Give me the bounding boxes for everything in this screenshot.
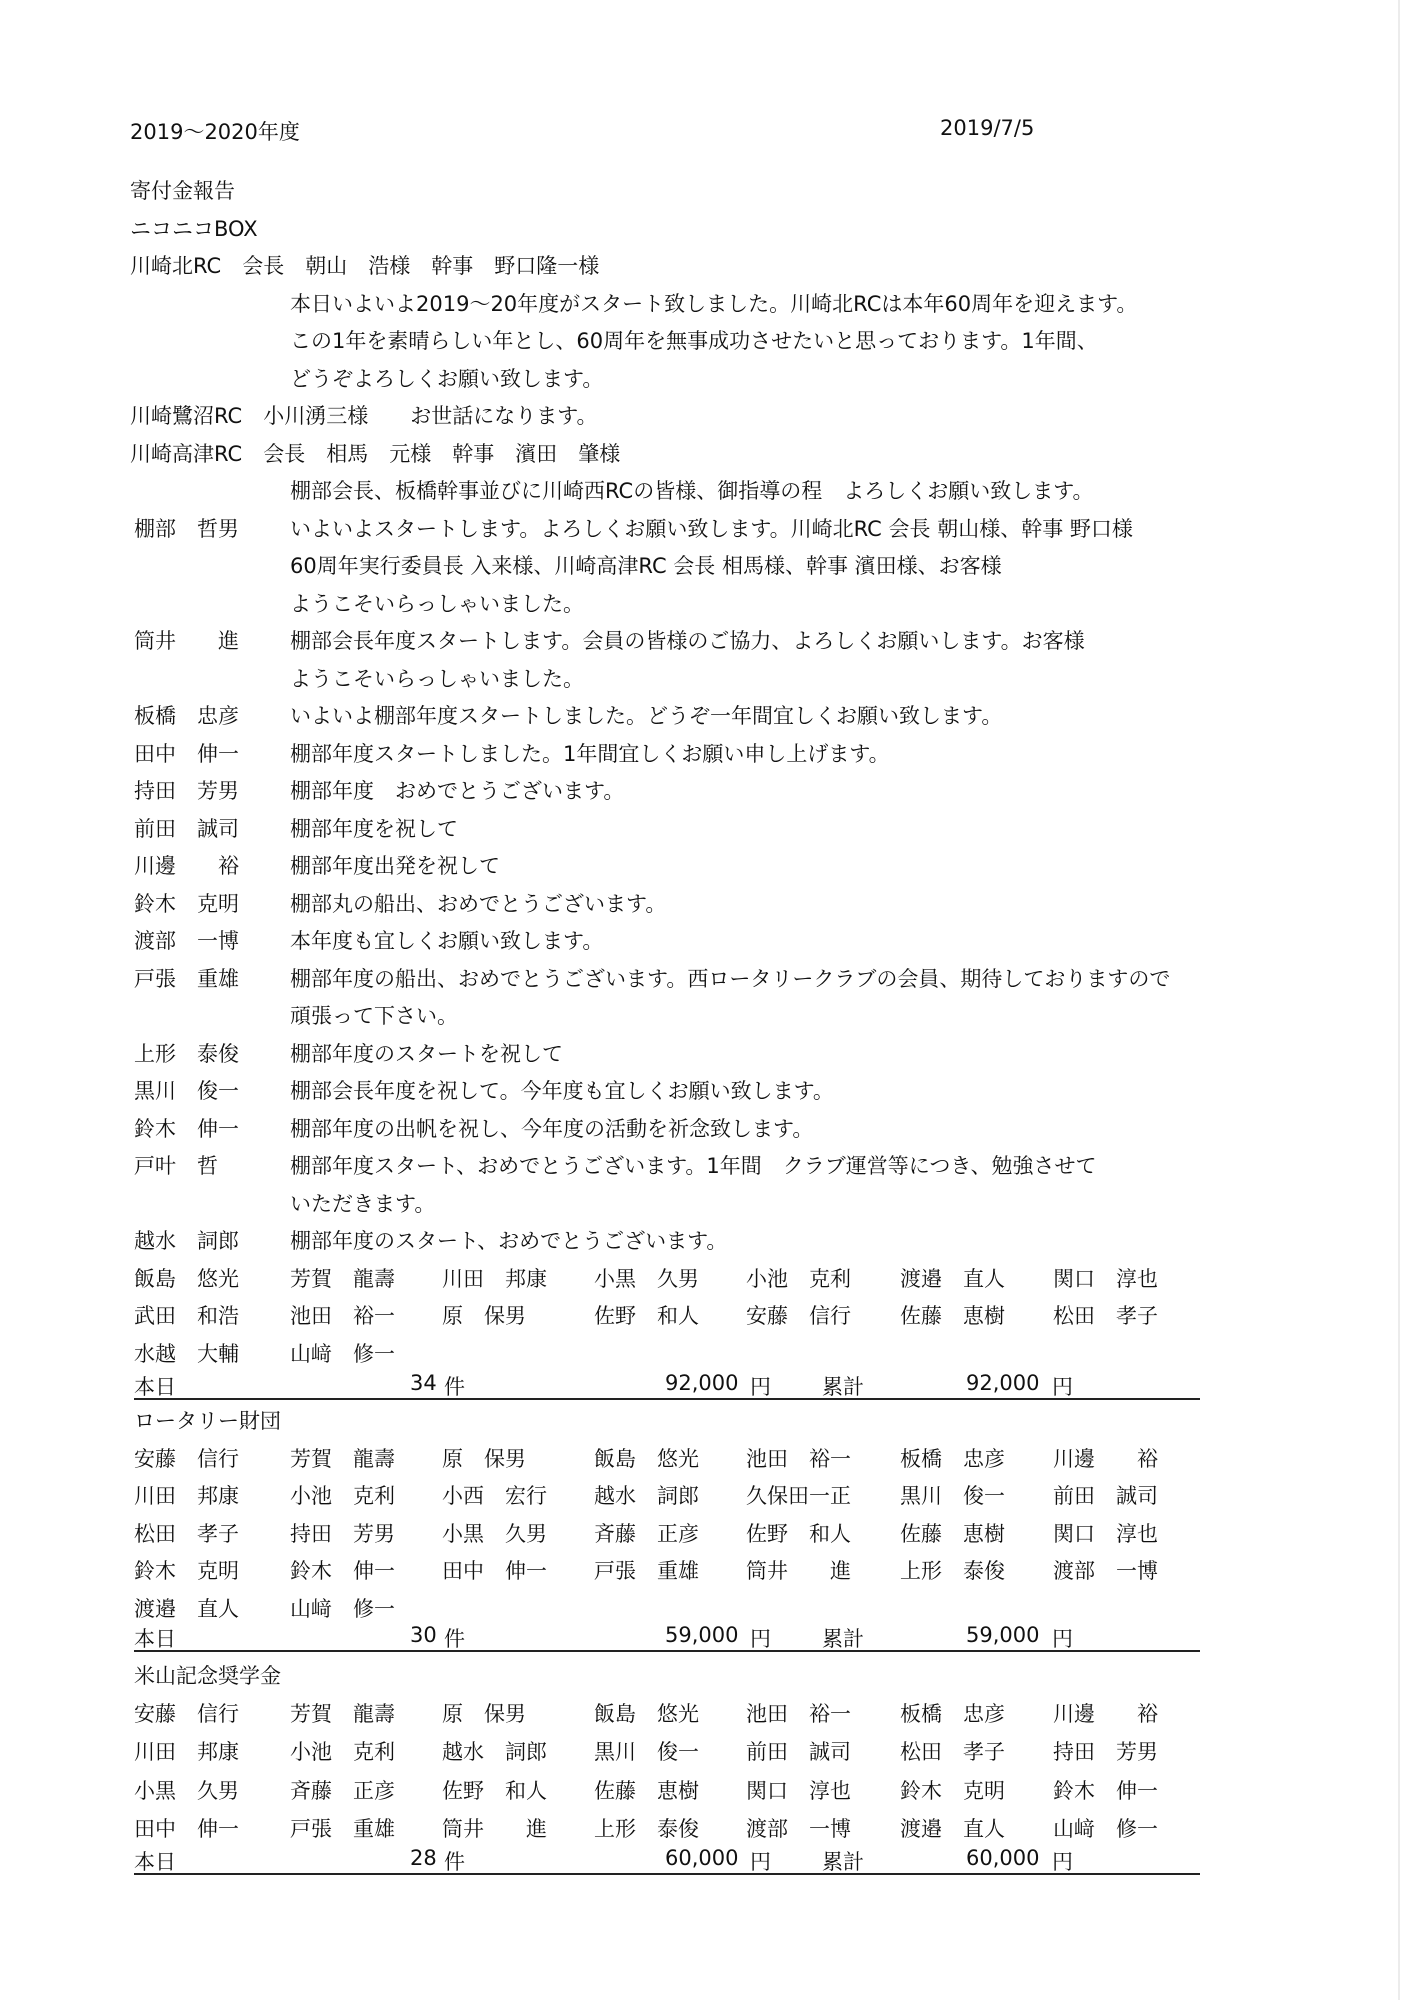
donor-name: 佐藤 恵樹 (594, 1778, 699, 1803)
total-label: 本日 (134, 1375, 176, 1399)
donor-name: 飯島 悠光 (134, 1266, 239, 1291)
donor-name: 安藤 信行 (134, 1701, 239, 1726)
section-title-yoneyama: 米山記念奨学金 (134, 1664, 281, 1688)
member-name: 黒川 俊一 (134, 1079, 239, 1103)
donor-name: 板橋 忠彦 (900, 1446, 1005, 1471)
donor-name: 持田 芳男 (290, 1521, 395, 1546)
donor-name: 関口 淳也 (1053, 1521, 1158, 1546)
member-message-line: 棚部会長年度を祝して。今年度も宜しくお願い致します。 (290, 1079, 834, 1103)
donor-name: 佐野 和人 (594, 1304, 699, 1328)
total-underline (134, 1873, 1200, 1875)
donor-name: 田中 伸一 (134, 1817, 239, 1841)
donor-name: 鈴木 克明 (134, 1559, 239, 1583)
member-message-line: 棚部年度出発を祝して (290, 854, 500, 878)
total-amount: 59,000 (665, 1623, 739, 1647)
total-yen: 円 (750, 1849, 771, 1874)
total-label: 本日 (134, 1627, 176, 1651)
visitor-message-line: どうぞよろしくお願い致します。 (290, 366, 604, 391)
scan-edge (1398, 0, 1400, 2000)
donor-name: 松田 孝子 (1053, 1304, 1158, 1328)
donor-name: 上形 泰俊 (900, 1559, 1005, 1583)
donor-name: 斉藤 正彦 (290, 1778, 395, 1803)
visitor-line: 川崎北RC 会長 朝山 浩様 幹事 野口隆一様 (130, 254, 600, 278)
member-name: 棚部 哲男 (134, 516, 239, 541)
donor-name: 川邊 裕 (1053, 1701, 1158, 1726)
cumulative-label: 累計 (822, 1849, 864, 1874)
total-yen: 円 (750, 1627, 771, 1651)
donor-name: 黒川 俊一 (594, 1740, 699, 1764)
visitor-message-line: この1年を素晴らしい年とし、60周年を無事成功させたいと思っております。1年間、 (290, 329, 1098, 353)
member-message-line: いよいよ棚部年度スタートしました。どうぞ一年間宜しくお願い致します。 (290, 704, 1003, 728)
donor-name: 黒川 俊一 (900, 1484, 1005, 1508)
visitor-message-line: 棚部会長、板橋幹事並びに川崎西RCの皆様、御指導の程 よろしくお願い致します。 (290, 479, 1094, 503)
donor-name: 佐野 和人 (442, 1778, 547, 1803)
total-count: 30 (410, 1623, 437, 1647)
donor-name: 前田 誠司 (746, 1740, 851, 1764)
member-message-line: いただきます。 (290, 1191, 436, 1216)
cumulative-amount: 59,000 (966, 1623, 1040, 1647)
member-message-line: 棚部年度を祝して (290, 816, 458, 841)
member-name: 戸張 重雄 (134, 966, 239, 991)
donor-name: 小池 克利 (290, 1484, 395, 1508)
member-name: 鈴木 伸一 (134, 1116, 239, 1141)
donor-name: 越水 詞郎 (594, 1484, 699, 1508)
total-count: 28 (410, 1845, 437, 1870)
donor-name: 渡邉 直人 (900, 1817, 1005, 1841)
member-message-line: 棚部丸の船出、おめでとうございます。 (290, 891, 667, 916)
donor-name: 山﨑 修一 (1053, 1817, 1158, 1841)
donor-name: 持田 芳男 (1053, 1740, 1158, 1764)
section-title-nikoniko: ニコニコBOX (130, 217, 258, 241)
donor-name: 安藤 信行 (746, 1304, 851, 1328)
donor-name: 池田 裕一 (746, 1446, 851, 1471)
total-amount: 92,000 (665, 1371, 739, 1395)
cumulative-label: 累計 (822, 1627, 864, 1651)
donor-name: 鈴木 伸一 (290, 1559, 395, 1583)
donor-name: 川田 邦康 (442, 1266, 547, 1291)
donor-name: 小池 克利 (746, 1266, 851, 1291)
cumulative-label: 累計 (822, 1375, 864, 1399)
donor-name: 佐野 和人 (746, 1521, 851, 1546)
cumulative-amount: 60,000 (966, 1845, 1040, 1870)
member-message-line: 棚部年度の船出、おめでとうございます。西ロータリークラブの会員、期待しておりますので (290, 966, 1171, 991)
donor-name: 原 保男 (442, 1446, 526, 1471)
donor-name: 飯島 悠光 (594, 1446, 699, 1471)
donor-name: 関口 淳也 (1053, 1266, 1158, 1291)
visitor-line: 川崎高津RC 会長 相馬 元様 幹事 濱田 肇様 (130, 441, 621, 466)
donor-name: 水越 大輔 (134, 1341, 239, 1366)
donor-name: 安藤 信行 (134, 1446, 239, 1471)
donor-name: 松田 孝子 (900, 1740, 1005, 1764)
donor-name: 飯島 悠光 (594, 1701, 699, 1726)
donor-name: 戸張 重雄 (290, 1817, 395, 1841)
donor-name: 原 保男 (442, 1304, 526, 1328)
member-message-line: ようこそいらっしゃいました。 (290, 591, 584, 616)
donor-name: 武田 和浩 (134, 1304, 239, 1328)
member-name: 越水 詞郎 (134, 1229, 239, 1253)
member-name: 田中 伸一 (134, 741, 239, 766)
donor-name: 川田 邦康 (134, 1484, 239, 1508)
donor-name: 山﨑 修一 (290, 1341, 395, 1366)
donor-name: 小黒 久男 (442, 1521, 547, 1546)
donor-name: 筒井 進 (746, 1559, 851, 1583)
donor-name: 渡部 一博 (746, 1817, 851, 1841)
total-underline (134, 1398, 1200, 1400)
donor-name: 芳賀 龍壽 (290, 1701, 395, 1726)
member-name: 川邊 裕 (134, 854, 239, 878)
donor-name: 川邊 裕 (1053, 1446, 1158, 1471)
donor-name: 斉藤 正彦 (594, 1521, 699, 1546)
donor-name: 板橋 忠彦 (900, 1701, 1005, 1726)
donor-name: 筒井 進 (442, 1817, 547, 1841)
visitor-message-line: 本日いよいよ2019～20年度がスタート致しました。川崎北RCは本年60周年を迎えます。 (290, 291, 1138, 316)
donor-name: 芳賀 龍壽 (290, 1266, 395, 1291)
cumulative-amount: 92,000 (966, 1371, 1040, 1395)
donor-name: 渡邉 直人 (900, 1266, 1005, 1291)
member-message-line: 棚部年度スタート、おめでとうございます。1年間 クラブ運営等につき、勉強させて (290, 1154, 1097, 1178)
fiscal-year: 2019～2020年度 (130, 120, 300, 144)
donor-name: 佐藤 恵樹 (900, 1304, 1005, 1328)
donor-name: 上形 泰俊 (594, 1817, 699, 1841)
donor-name: 小黒 久男 (134, 1778, 239, 1803)
total-amount: 60,000 (665, 1845, 739, 1870)
total-unit: 件 (444, 1627, 465, 1651)
member-name: 渡部 一博 (134, 929, 239, 953)
member-message-line: 本年度も宜しくお願い致します。 (290, 929, 604, 953)
member-message-line: 棚部年度 おめでとうございます。 (290, 779, 625, 803)
donor-name: 前田 誠司 (1053, 1484, 1158, 1508)
member-message-line: 頑張って下さい。 (290, 1004, 458, 1028)
member-message-line: 棚部年度の出帆を祝し、今年度の活動を祈念致します。 (290, 1116, 814, 1141)
donor-name: 戸張 重雄 (594, 1559, 699, 1583)
cumulative-yen: 円 (1052, 1849, 1073, 1874)
member-name: 戸叶 哲 (134, 1154, 218, 1178)
member-message-line: いよいよスタートします。よろしくお願い致します。川崎北RC 会長 朝山様、幹事 野口様 (290, 516, 1133, 541)
donor-name: 小西 宏行 (442, 1484, 547, 1508)
donor-name: 芳賀 龍壽 (290, 1446, 395, 1471)
report-title: 寄付金報告 (130, 179, 235, 203)
donor-name: 久保田一正 (746, 1484, 851, 1508)
report-date: 2019/7/5 (940, 116, 1035, 140)
member-name: 鈴木 克明 (134, 891, 239, 916)
donor-name: 原 保男 (442, 1701, 526, 1726)
member-message-line: 棚部会長年度スタートします。会員の皆様のご協力、よろしくお願いします。お客様 (290, 629, 1085, 653)
donor-name: 松田 孝子 (134, 1521, 239, 1546)
member-name: 持田 芳男 (134, 779, 239, 803)
donor-name: 渡邉 直人 (134, 1596, 239, 1621)
total-unit: 件 (444, 1375, 465, 1399)
donor-name: 小池 克利 (290, 1740, 395, 1764)
donor-name: 越水 詞郎 (442, 1740, 547, 1764)
member-message-line: 棚部年度のスタート、おめでとうございます。 (290, 1229, 728, 1253)
donor-name: 池田 裕一 (746, 1701, 851, 1726)
donor-name: 関口 淳也 (746, 1778, 851, 1803)
visitor-line: 川崎鷺沼RC 小川湧三様 お世話になります。 (130, 404, 598, 428)
member-message-line: ようこそいらっしゃいました。 (290, 666, 584, 691)
donor-name: 鈴木 克明 (900, 1778, 1005, 1803)
total-unit: 件 (444, 1849, 465, 1874)
total-count: 34 (410, 1371, 437, 1395)
donor-name: 小黒 久男 (594, 1266, 699, 1291)
donor-name: 山﨑 修一 (290, 1596, 395, 1621)
total-label: 本日 (134, 1849, 176, 1874)
cumulative-yen: 円 (1052, 1627, 1073, 1651)
member-name: 板橋 忠彦 (134, 704, 239, 728)
member-message-line: 棚部年度スタートしました。1年間宜しくお願い申し上げます。 (290, 741, 890, 766)
cumulative-yen: 円 (1052, 1375, 1073, 1399)
donor-name: 田中 伸一 (442, 1559, 547, 1583)
donor-name: 川田 邦康 (134, 1740, 239, 1764)
total-underline (134, 1650, 1200, 1652)
member-message-line: 棚部年度のスタートを祝して (290, 1041, 563, 1066)
member-name: 筒井 進 (134, 629, 239, 653)
member-name: 前田 誠司 (134, 816, 239, 841)
donor-name: 鈴木 伸一 (1053, 1778, 1158, 1803)
donor-name: 佐藤 恵樹 (900, 1521, 1005, 1546)
member-name: 上形 泰俊 (134, 1041, 239, 1066)
section-title-rotary-foundation: ロータリー財団 (134, 1409, 281, 1433)
donor-name: 渡部 一博 (1053, 1559, 1158, 1583)
total-yen: 円 (750, 1375, 771, 1399)
donor-name: 池田 裕一 (290, 1304, 395, 1328)
member-message-line: 60周年実行委員長 入来様、川崎高津RC 会長 相馬様、幹事 濱田様、お客様 (290, 554, 1002, 578)
